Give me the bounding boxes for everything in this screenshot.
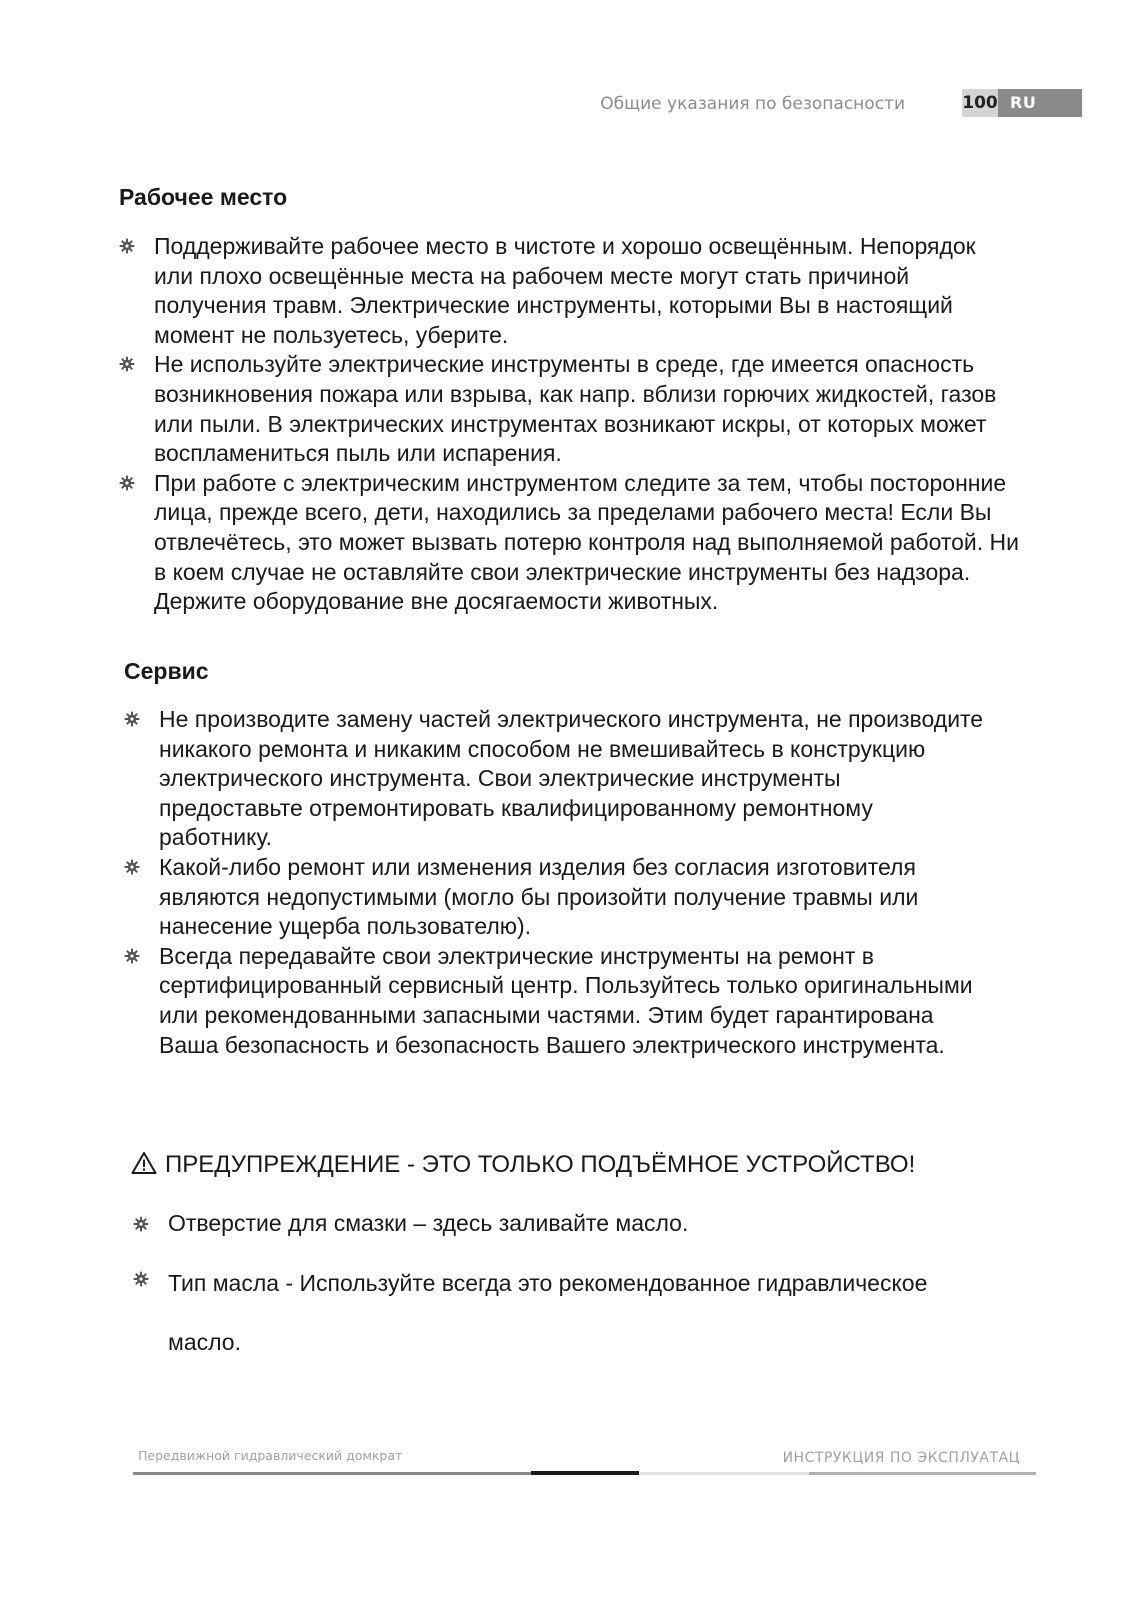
gear-bullet-icon bbox=[124, 948, 140, 964]
warning-heading bbox=[131, 1150, 915, 1180]
footer-rule-light bbox=[639, 1472, 809, 1475]
section-title-workplace: Рабочее место bbox=[119, 184, 288, 210]
list-item: Не производите замену частей электрического инструмента, не производите никакого ремонта и никаким способом не вмешивайтесь в конструкцию электрического инструмента. Свои электрические инструменты предоставьте отремонтировать квалифицированному ремонтному работнику. bbox=[124, 705, 984, 853]
footer-manual-label: ИНСТРУКЦИЯ ПО ЭКСПЛУАТАЦ bbox=[782, 1450, 1020, 1466]
footer-rule-left bbox=[133, 1472, 531, 1475]
list-item: Какой-либо ремонт или изменения изделия без согласия изготовителя являются недопустимыми (могло бы произойти получение травмы или нанесение ущерба пользователю). bbox=[124, 853, 984, 942]
list-item: Поддерживайте рабочее место в чистоте и хорошо освещённым. Непорядок или плохо освещённые места на рабочем месте могут стать причиной получения травм. Электрические инструменты, которыми Вы в настоящий момент не пользуетесь, уберите. bbox=[119, 232, 1019, 350]
section-title-service: Сервис bbox=[124, 658, 209, 684]
note-item-oil-hole: Отверстие для смазки – здесь заливайте масло. bbox=[133, 1210, 1048, 1237]
gear-bullet-icon bbox=[119, 238, 135, 254]
warning-text: ПРЕДУПРЕЖДЕНИЕ - ЭТО ТОЛЬКО ПОДЪЁМНОЕ УСТРОЙСТВО! bbox=[165, 1151, 916, 1178]
gear-bullet-icon bbox=[133, 1271, 149, 1287]
list-item: Не используйте электрические инструменты в среде, где имеется опасность возникновения пожара или взрыва, как напр. вблизи горючих жидкостей, газов или пыли. В электрических инструментах возникают искры, от которых может воспламениться пыль или испарения. bbox=[119, 350, 1019, 468]
list-item: При работе с электрическим инструментом следите за тем, чтобы посторонние лица, прежде всего, дети, находились за пределами рабочего места! Если Вы отвлечётесь, это может вызвать потерю контроля над выполняемой работой. Ни в коем случае не оставляйте свои электрические инструменты без надзора. Держите оборудование вне досягаемости животных. bbox=[119, 469, 1019, 617]
page-number: 100 bbox=[962, 89, 998, 117]
gear-bullet-icon bbox=[119, 475, 135, 491]
gear-bullet-icon bbox=[119, 356, 135, 372]
gear-bullet-icon bbox=[124, 711, 140, 727]
running-header-title: Общие указания по безопасности bbox=[600, 94, 905, 114]
footer-rule-right bbox=[809, 1472, 1036, 1475]
footer-rule-accent bbox=[531, 1471, 639, 1475]
workplace-list bbox=[119, 232, 1019, 617]
service-list bbox=[124, 705, 984, 1060]
gear-bullet-icon bbox=[124, 859, 140, 875]
language-label: RU bbox=[1010, 93, 1037, 112]
warning-triangle-icon bbox=[131, 1151, 157, 1175]
note-item-oil-type: Тип масла - Используйте всегда это рекомендованное гидравлическое bbox=[133, 1270, 1048, 1297]
list-item: Всегда передавайте свои электрические инструменты на ремонт в сертифицированный сервисный центр. Пользуйтесь только оригинальными или рекомендованными запасными частями. Этим будет гарантирована Ваша безопасность и безопасность Вашего электрического инструмента. bbox=[124, 942, 984, 1060]
gear-bullet-icon bbox=[133, 1216, 149, 1232]
note-item-oil-type-continued: масло. bbox=[168, 1329, 241, 1355]
page-tab bbox=[962, 89, 1082, 117]
footer-product-name: Передвижной гидравлический домкрат bbox=[138, 1448, 403, 1463]
